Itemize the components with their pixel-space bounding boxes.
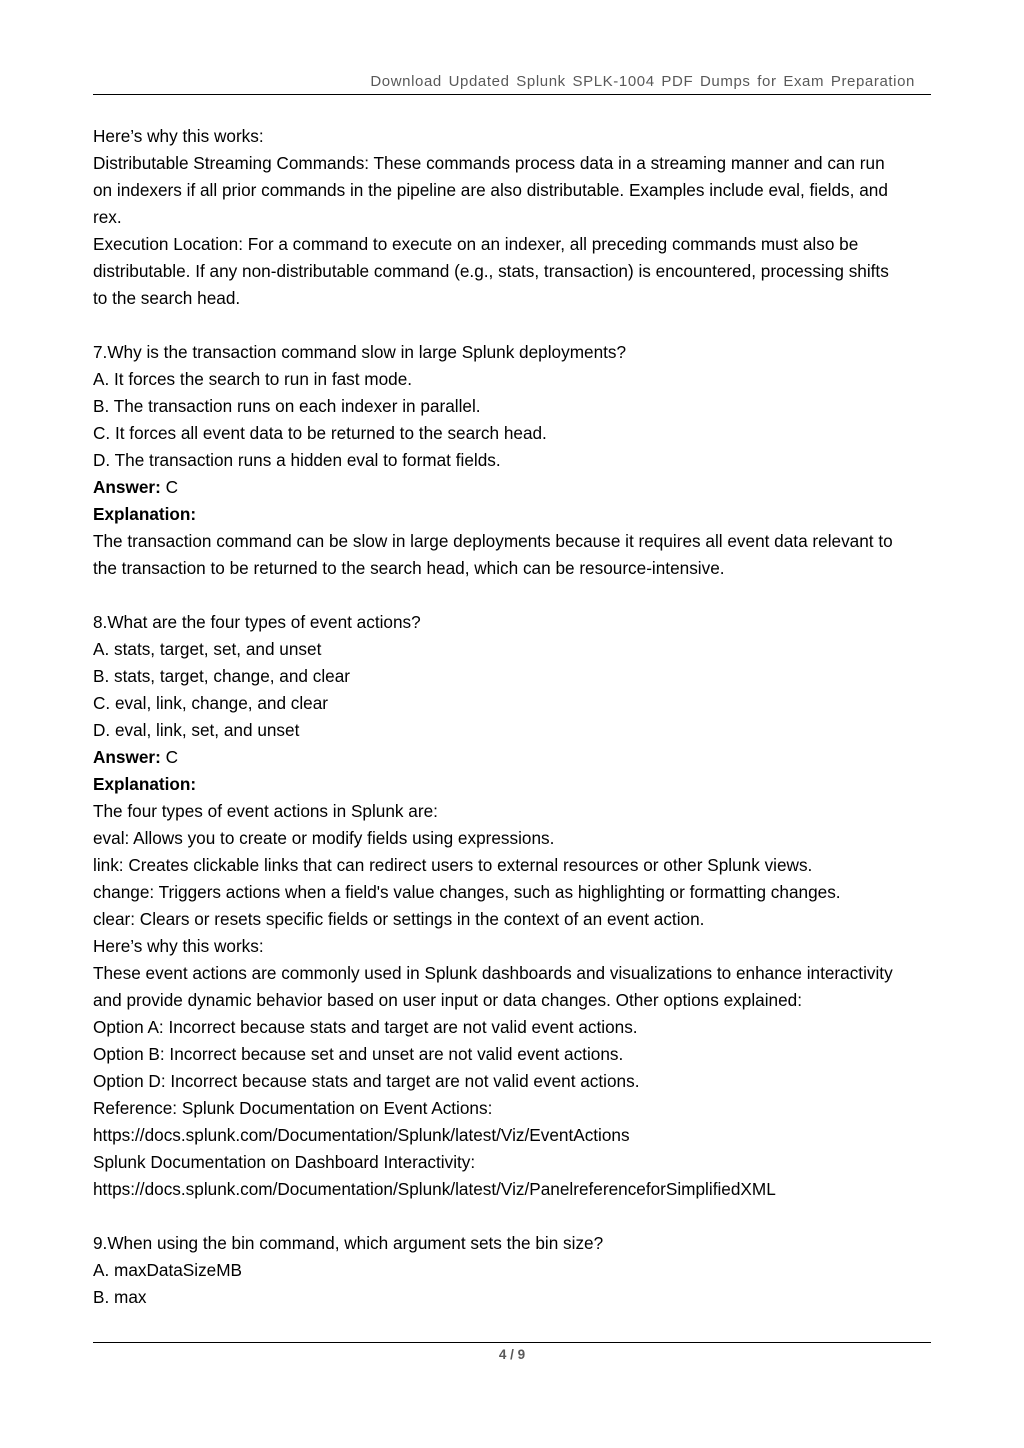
option-c: C. eval, link, change, and clear — [93, 693, 329, 713]
intro-line: rex. — [93, 207, 122, 227]
explanation-line: and provide dynamic behavior based on user input or data changes. Other options explained: — [93, 990, 802, 1010]
question-text: 8.What are the four types of event actions? — [93, 612, 421, 632]
paragraph-gap — [93, 582, 935, 609]
question-text: 9.When using the bin command, which argument sets the bin size? — [93, 1233, 604, 1253]
option-a: A. stats, target, set, and unset — [93, 639, 322, 659]
question-7 — [93, 339, 935, 582]
intro-line: distributable. If any non-distributable command (e.g., stats, transaction) is encountered, processing shifts — [93, 261, 889, 281]
option-c: C. It forces all event data to be returned to the search head. — [93, 423, 547, 443]
intro-line: Here’s why this works: — [93, 126, 264, 146]
intro-line: Execution Location: For a command to execute on an indexer, all preceding commands must also be — [93, 234, 859, 254]
intro-line: on indexers if all prior commands in the pipeline are also distributable. Examples include eval, fields, and — [93, 180, 888, 200]
explanation-line: eval: Allows you to create or modify fields using expressions. — [93, 828, 555, 848]
intro-section — [93, 123, 935, 312]
answer-line — [93, 474, 935, 501]
intro-line: to the search head. — [93, 288, 241, 308]
answer-line — [93, 744, 935, 771]
explanation-line: The transaction command can be slow in large deployments because it requires all event data relevant to — [93, 531, 893, 551]
option-a: A. maxDataSizeMB — [93, 1260, 243, 1280]
paragraph-gap — [93, 312, 935, 339]
answer-label: Answer: — [93, 747, 161, 767]
reference-url: https://docs.splunk.com/Documentation/Splunk/latest/Viz/PanelreferenceforSimplifiedXML — [93, 1179, 776, 1199]
explanation-line: the transaction to be returned to the search head, which can be resource-intensive. — [93, 558, 725, 578]
reference-url: https://docs.splunk.com/Documentation/Splunk/latest/Viz/EventActions — [93, 1125, 630, 1145]
page-header — [93, 72, 931, 95]
explanation-line: The four types of event actions in Splunk are: — [93, 801, 438, 821]
option-b: B. The transaction runs on each indexer in parallel. — [93, 396, 481, 416]
intro-line: Distributable Streaming Commands: These commands process data in a streaming manner and can run — [93, 153, 885, 173]
page-number: 4 / 9 — [498, 1347, 526, 1362]
explanation-line: Option D: Incorrect because stats and target are not valid event actions. — [93, 1071, 640, 1091]
explanation-line: change: Triggers actions when a field's value changes, such as highlighting or formatting changes. — [93, 882, 841, 902]
question-9 — [93, 1230, 935, 1311]
explanation-line: Reference: Splunk Documentation on Event Actions: — [93, 1098, 493, 1118]
explanation-label: Explanation: — [93, 774, 197, 794]
explanation-line: Option B: Incorrect because set and unset are not valid event actions. — [93, 1044, 624, 1064]
paragraph-gap — [93, 1203, 935, 1230]
explanation-label: Explanation: — [93, 504, 197, 524]
option-b: B. stats, target, change, and clear — [93, 666, 351, 686]
explanation-line: Here’s why this works: — [93, 936, 264, 956]
question-text: 7.Why is the transaction command slow in large Splunk deployments? — [93, 342, 627, 362]
explanation-line: clear: Clears or resets specific fields or settings in the context of an event action. — [93, 909, 705, 929]
page-content — [93, 123, 935, 1311]
answer-value: C — [160, 747, 178, 767]
answer-label: Answer: — [93, 477, 161, 497]
explanation-line: Option A: Incorrect because stats and target are not valid event actions. — [93, 1017, 638, 1037]
option-b: B. max — [93, 1287, 147, 1307]
question-8 — [93, 609, 935, 1203]
explanation-line: These event actions are commonly used in Splunk dashboards and visualizations to enhance interactivity — [93, 963, 893, 983]
header-title: Download Updated Splunk SPLK-1004 PDF Dumps for Exam Preparation — [370, 73, 915, 90]
option-d: D. The transaction runs a hidden eval to format fields. — [93, 450, 501, 470]
explanation-line: link: Creates clickable links that can redirect users to external resources or other Splunk views. — [93, 855, 813, 875]
option-a: A. It forces the search to run in fast mode. — [93, 369, 413, 389]
explanation-line: Splunk Documentation on Dashboard Interactivity: — [93, 1152, 476, 1172]
answer-value: C — [160, 477, 178, 497]
page-footer — [93, 1342, 931, 1362]
option-d: D. eval, link, set, and unset — [93, 720, 300, 740]
